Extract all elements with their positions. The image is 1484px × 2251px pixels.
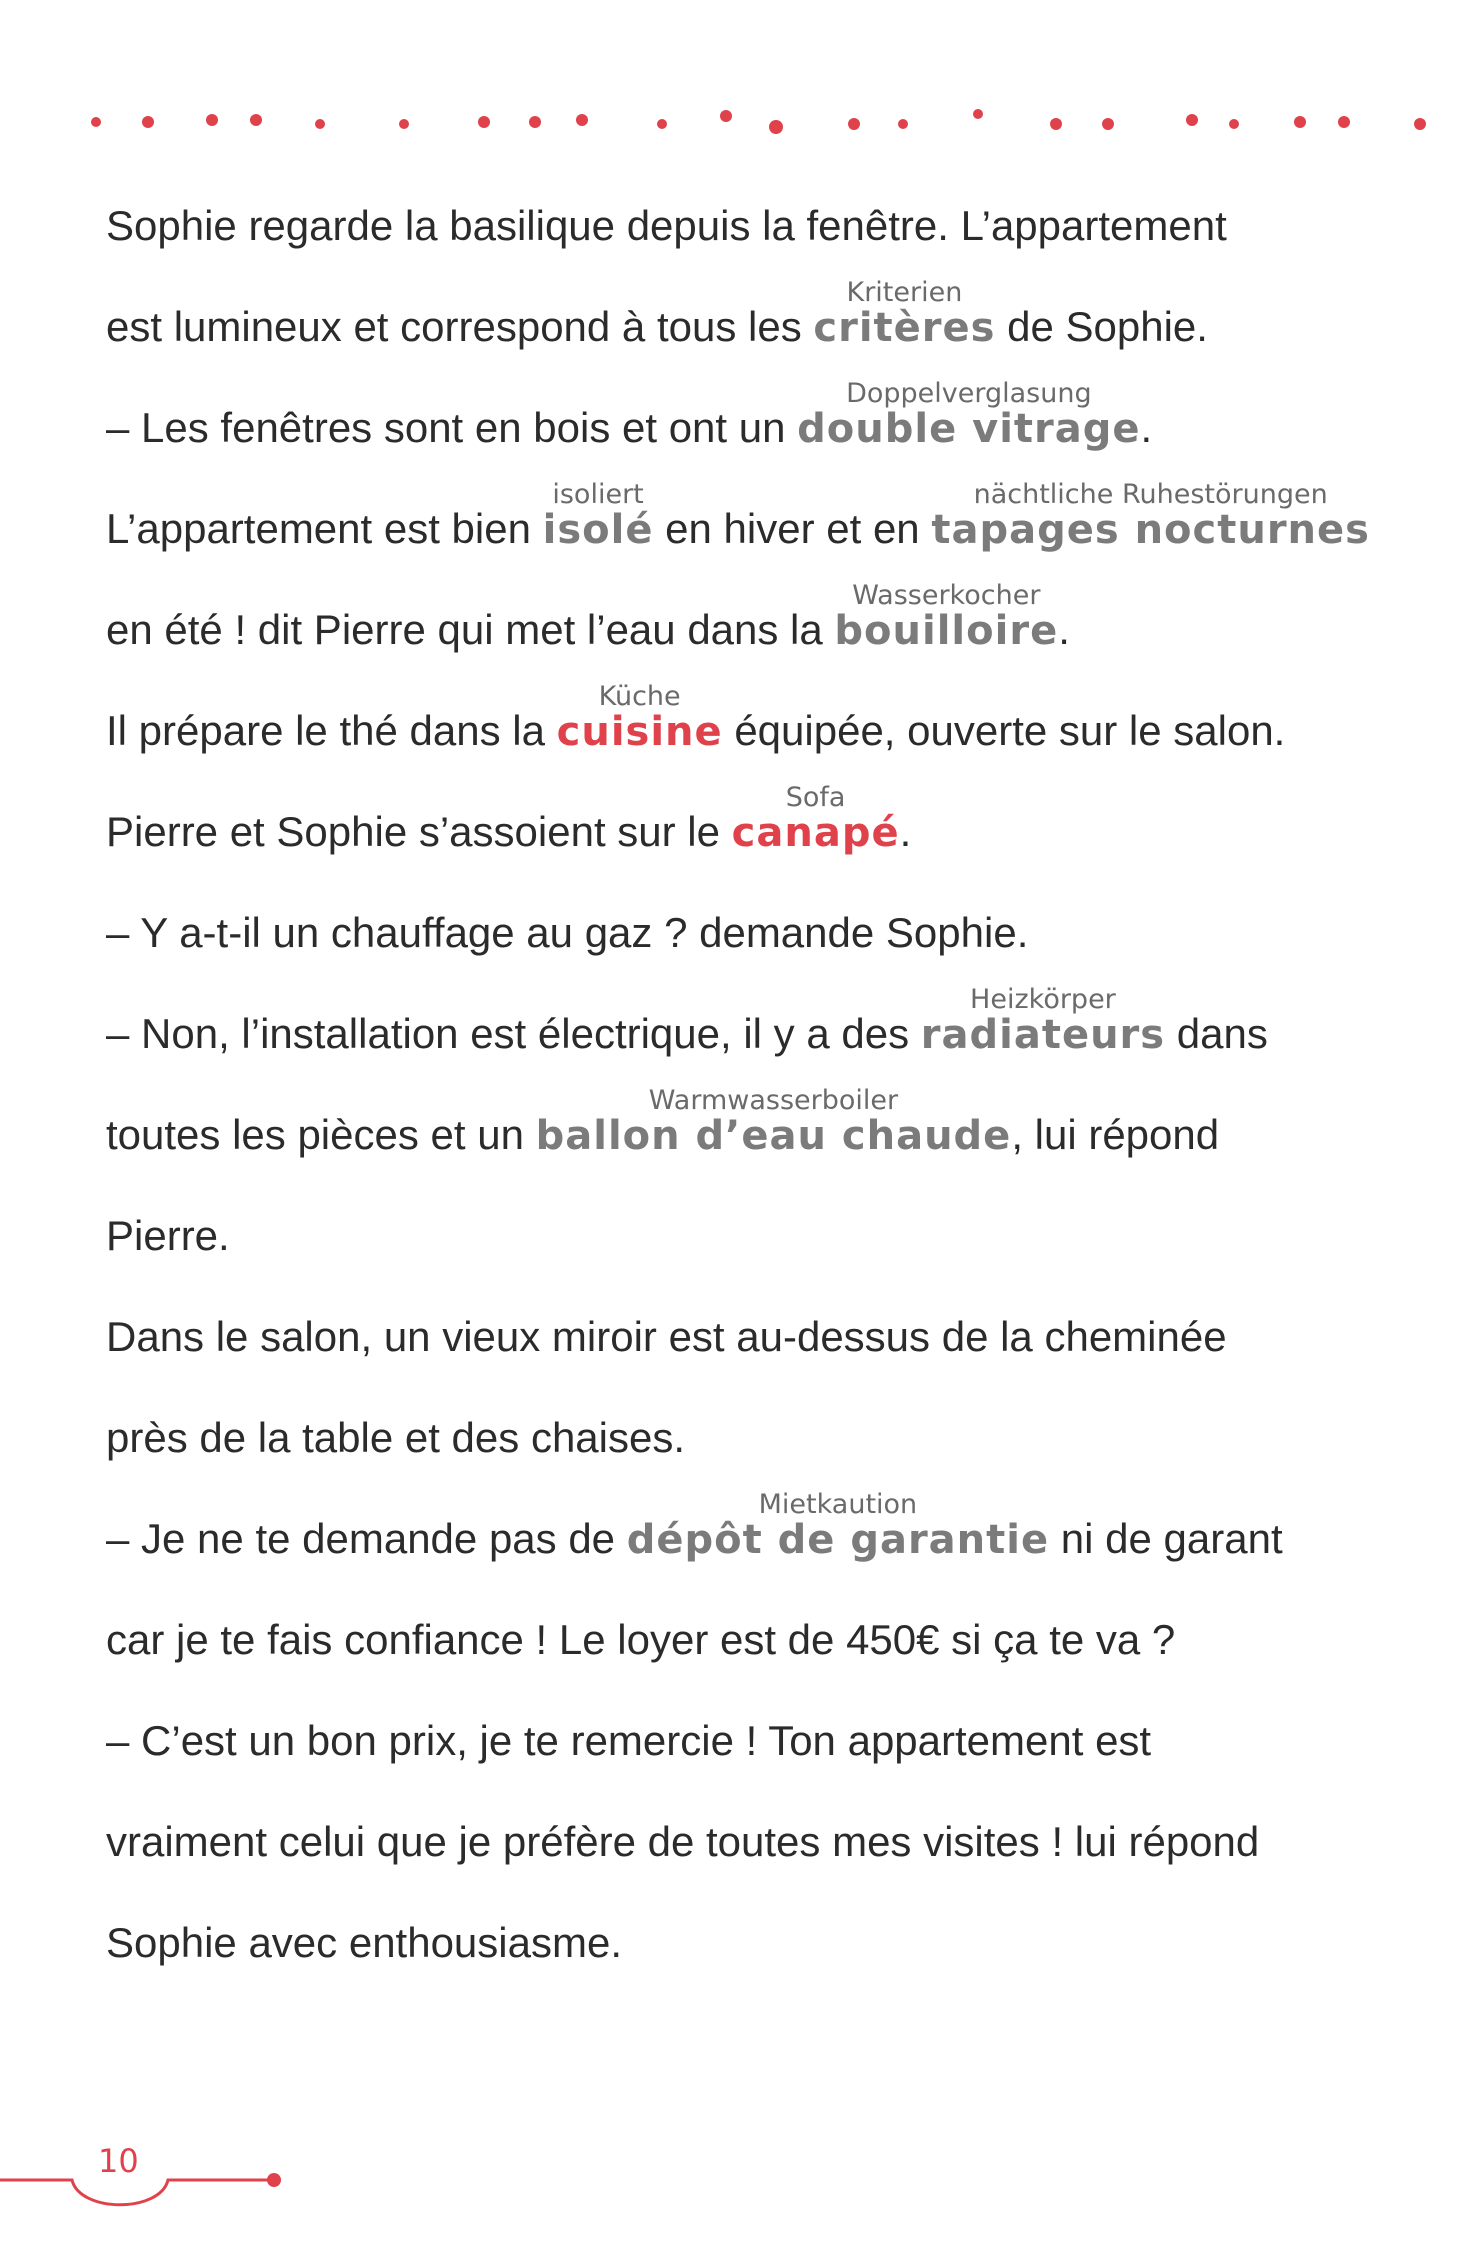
vocabulary-keyword bbox=[920, 984, 1166, 1059]
text-segment: – Les fenêtres sont en bois et ont un bbox=[106, 404, 798, 451]
keyword-text: ballon d’eau chaude bbox=[535, 1113, 1012, 1159]
text-line bbox=[106, 782, 1406, 909]
decorative-dot bbox=[142, 116, 154, 128]
decorative-dot bbox=[1102, 118, 1114, 130]
keyword-translation: Doppelverglasung bbox=[846, 378, 1092, 409]
keyword-text: dépôt de garantie bbox=[626, 1517, 1050, 1563]
text-line bbox=[106, 1717, 1406, 1818]
text-line bbox=[106, 580, 1406, 707]
decorative-dot bbox=[576, 114, 588, 126]
keyword-translation: isoliert bbox=[552, 479, 644, 510]
text-line bbox=[106, 1919, 1406, 2020]
decorative-dot bbox=[1338, 116, 1350, 128]
keyword-translation: Kriterien bbox=[846, 277, 963, 308]
vocabulary-keyword bbox=[813, 277, 996, 352]
decorative-dot-border bbox=[0, 0, 1484, 180]
decorative-dot bbox=[973, 109, 983, 119]
keyword-translation: Mietkaution bbox=[758, 1489, 918, 1520]
text-segment: . bbox=[1140, 404, 1153, 451]
text-line bbox=[106, 1085, 1406, 1212]
keyword-translation: Heizkörper bbox=[970, 984, 1116, 1015]
text-segment: en été ! dit Pierre qui met l’eau dans la bbox=[106, 606, 835, 653]
vocabulary-keyword bbox=[797, 378, 1141, 453]
text-segment: dans bbox=[1165, 1010, 1268, 1057]
text-segment: de Sophie. bbox=[995, 303, 1208, 350]
text-segment: L’appartement est bien bbox=[106, 505, 543, 552]
text-line bbox=[106, 479, 1406, 606]
keyword-text: bouilloire bbox=[834, 608, 1059, 654]
decorative-dot bbox=[529, 116, 541, 128]
decorative-dot bbox=[1050, 118, 1062, 130]
keyword-text: cuisine bbox=[556, 709, 723, 755]
text-segment: car je te fais confiance ! Le loyer est de 450€ si ça te va ? bbox=[106, 1616, 1176, 1663]
text-segment: Sophie avec enthousiasme. bbox=[106, 1919, 622, 1966]
text-segment: Pierre et Sophie s’assoient sur le bbox=[106, 808, 732, 855]
text-segment: – Non, l’installation est électrique, il y a des bbox=[106, 1010, 921, 1057]
vocabulary-keyword bbox=[834, 580, 1059, 655]
text-segment: ni de garant bbox=[1049, 1515, 1283, 1562]
keyword-text: isolé bbox=[542, 507, 654, 553]
keyword-translation: Wasserkocher bbox=[852, 580, 1041, 611]
keyword-translation: Küche bbox=[598, 681, 681, 712]
keyword-translation: Sofa bbox=[785, 782, 846, 813]
text-segment: – C’est un bon prix, je te remercie ! Ton appartement est bbox=[106, 1717, 1152, 1764]
text-segment: près de la table et des chaises. bbox=[106, 1414, 686, 1461]
text-segment: équipée, ouverte sur le salon. bbox=[722, 707, 1286, 754]
vocabulary-keyword bbox=[535, 1085, 1012, 1160]
decorative-dot bbox=[1186, 114, 1198, 126]
page-number: 10 bbox=[98, 2142, 139, 2180]
text-line bbox=[106, 277, 1406, 404]
decorative-dot bbox=[769, 120, 783, 134]
decorative-dot bbox=[250, 114, 262, 126]
text-segment: – Y a-t-il un chauffage au gaz ? demande Sophie. bbox=[106, 909, 1029, 956]
footer-ornament bbox=[0, 2125, 320, 2235]
vocabulary-keyword bbox=[626, 1489, 1050, 1564]
keyword-text: canapé bbox=[731, 810, 900, 856]
decorative-dot bbox=[1414, 118, 1426, 130]
decorative-dot bbox=[898, 119, 908, 129]
text-segment: – Je ne te demande pas de bbox=[106, 1515, 627, 1562]
text-line bbox=[106, 1616, 1406, 1717]
text-segment: est lumineux et correspond à tous les bbox=[106, 303, 814, 350]
decorative-dot bbox=[478, 116, 490, 128]
decorative-dot bbox=[848, 118, 860, 130]
keyword-text: critères bbox=[813, 305, 996, 351]
decorative-dot bbox=[399, 119, 409, 129]
text-segment: Pierre. bbox=[106, 1212, 230, 1259]
text-segment: Dans le salon, un vieux miroir est au-dessus de la cheminée bbox=[106, 1313, 1227, 1360]
decorative-dot bbox=[1229, 119, 1239, 129]
text-line bbox=[106, 1489, 1406, 1616]
text-segment: . bbox=[1058, 606, 1070, 653]
text-line bbox=[106, 1212, 1406, 1313]
decorative-dot bbox=[657, 119, 667, 129]
text-segment: , lui répond bbox=[1011, 1111, 1220, 1158]
keyword-translation: Warmwasserboiler bbox=[648, 1085, 899, 1116]
text-line bbox=[106, 1818, 1406, 1919]
keyword-translation: nächtliche Ruhestörungen bbox=[973, 479, 1328, 510]
decorative-dot bbox=[315, 119, 325, 129]
text-segment: vraiment celui que je préfère de toutes mes visites ! lui répond bbox=[106, 1818, 1260, 1865]
story-text bbox=[106, 202, 1406, 2020]
vocabulary-keyword bbox=[731, 782, 900, 857]
text-line bbox=[106, 1313, 1406, 1414]
text-segment: Il prépare le thé dans la bbox=[106, 707, 557, 754]
text-line bbox=[106, 202, 1406, 303]
vocabulary-keyword bbox=[542, 479, 654, 554]
vocabulary-keyword bbox=[556, 681, 723, 756]
decorative-dot bbox=[206, 114, 218, 126]
keyword-text: radiateurs bbox=[920, 1012, 1166, 1058]
text-segment: . bbox=[899, 808, 912, 855]
text-line bbox=[106, 1414, 1406, 1515]
text-segment: toutes les pièces et un bbox=[106, 1111, 536, 1158]
keyword-text: double vitrage bbox=[797, 406, 1141, 452]
text-line bbox=[106, 909, 1406, 1010]
decorative-dot bbox=[91, 117, 101, 127]
text-segment: en hiver et en bbox=[653, 505, 932, 552]
keyword-text: tapages nocturnes bbox=[931, 507, 1370, 553]
text-line bbox=[106, 681, 1406, 808]
decorative-dot bbox=[720, 110, 732, 122]
vocabulary-keyword bbox=[931, 479, 1370, 554]
text-segment: Sophie regarde la basilique depuis la fenêtre. L’appartement bbox=[106, 202, 1227, 249]
decorative-dot bbox=[1294, 116, 1306, 128]
